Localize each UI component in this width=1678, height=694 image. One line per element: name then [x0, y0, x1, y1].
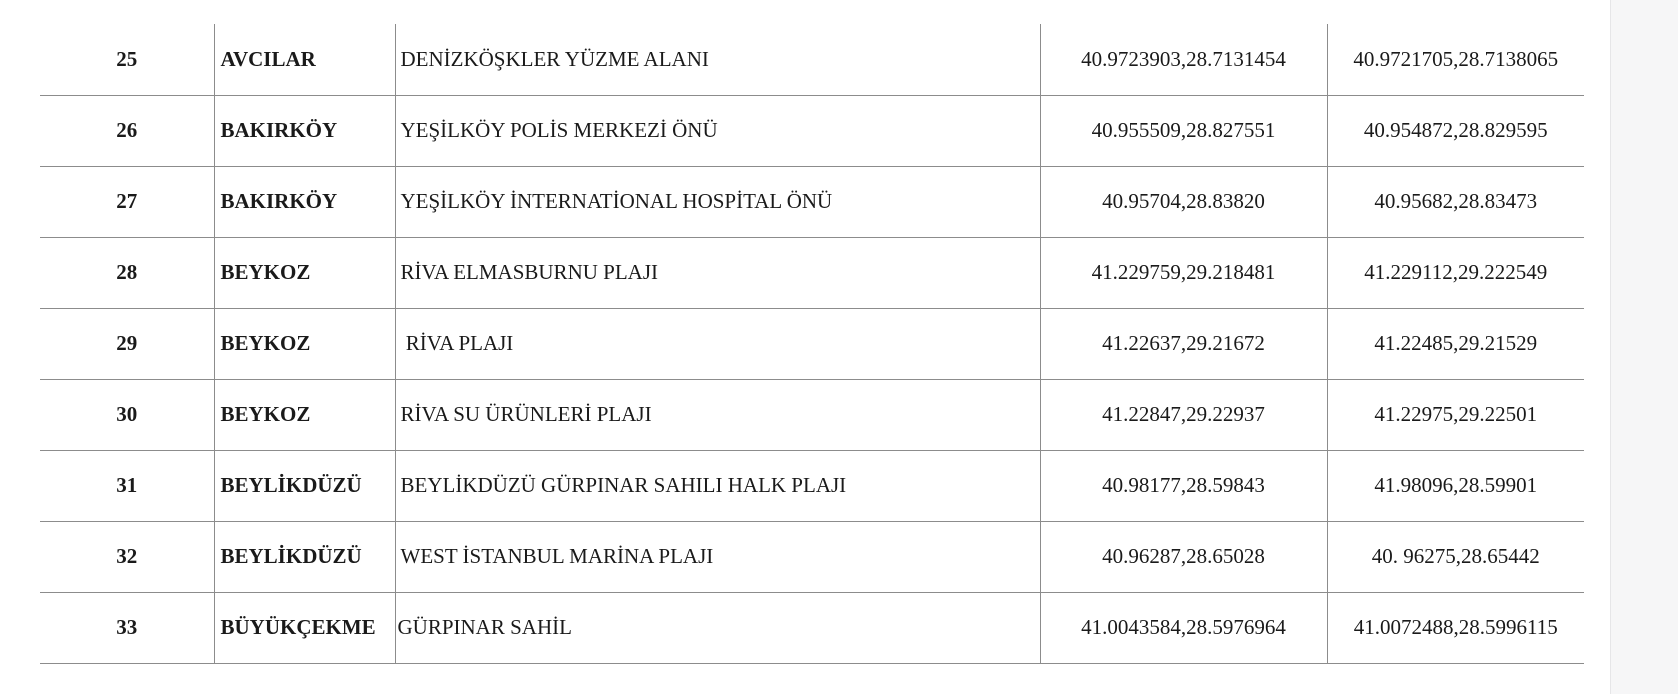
- district-name: BEYKOZ: [214, 379, 395, 450]
- row-number: 33: [40, 592, 214, 663]
- end-coordinate: 41.0072488,28.5996115: [1327, 592, 1584, 663]
- start-coordinate: 41.229759,29.218481: [1040, 237, 1327, 308]
- beach-name: RİVA ELMASBURNU PLAJI: [395, 237, 1040, 308]
- row-number: 27: [40, 166, 214, 237]
- table-row: [40, 95, 1584, 166]
- end-coordinate: 40.954872,28.829595: [1327, 95, 1584, 166]
- page-margin: [1610, 0, 1678, 694]
- end-coordinate: 40. 96275,28.65442: [1327, 521, 1584, 592]
- start-coordinate: 40.9723903,28.7131454: [1040, 24, 1327, 95]
- start-coordinate: 41.22637,29.21672: [1040, 308, 1327, 379]
- table-row: [40, 592, 1584, 663]
- beach-name: WEST İSTANBUL MARİNA PLAJI: [395, 521, 1040, 592]
- district-name: BAKIRKÖY: [214, 166, 395, 237]
- beach-name: YEŞİLKÖY POLİS MERKEZİ ÖNÜ: [395, 95, 1040, 166]
- start-coordinate: 40.95704,28.83820: [1040, 166, 1327, 237]
- start-coordinate: 41.0043584,28.5976964: [1040, 592, 1327, 663]
- district-name: BAKIRKÖY: [214, 95, 395, 166]
- end-coordinate: 41.22485,29.21529: [1327, 308, 1584, 379]
- district-name: BÜYÜKÇEKME: [214, 592, 395, 663]
- row-number: 25: [40, 24, 214, 95]
- table-row: [40, 166, 1584, 237]
- end-coordinate: 41.98096,28.59901: [1327, 450, 1584, 521]
- table-body: [40, 24, 1584, 663]
- start-coordinate: 41.22847,29.22937: [1040, 379, 1327, 450]
- table-row: [40, 24, 1584, 95]
- district-name: BEYLİKDÜZÜ: [214, 521, 395, 592]
- district-name: BEYKOZ: [214, 308, 395, 379]
- table-row: [40, 521, 1584, 592]
- start-coordinate: 40.98177,28.59843: [1040, 450, 1327, 521]
- beach-name: DENİZKÖŞKLER YÜZME ALANI: [395, 24, 1040, 95]
- beach-name: YEŞİLKÖY İNTERNATİONAL HOSPİTAL ÖNÜ: [395, 166, 1040, 237]
- beach-coordinates-table: [40, 24, 1584, 664]
- end-coordinate: 41.22975,29.22501: [1327, 379, 1584, 450]
- table-row: [40, 450, 1584, 521]
- start-coordinate: 40.96287,28.65028: [1040, 521, 1327, 592]
- beach-name: BEYLİKDÜZÜ GÜRPINAR SAHILI HALK PLAJI: [395, 450, 1040, 521]
- row-number: 26: [40, 95, 214, 166]
- start-coordinate: 40.955509,28.827551: [1040, 95, 1327, 166]
- end-coordinate: 41.229112,29.222549: [1327, 237, 1584, 308]
- table-row: [40, 237, 1584, 308]
- row-number: 30: [40, 379, 214, 450]
- end-coordinate: 40.9721705,28.7138065: [1327, 24, 1584, 95]
- row-number: 29: [40, 308, 214, 379]
- table-row: [40, 379, 1584, 450]
- row-number: 28: [40, 237, 214, 308]
- beach-name: RİVA SU ÜRÜNLERİ PLAJI: [395, 379, 1040, 450]
- table-row: [40, 308, 1584, 379]
- beach-name: GÜRPINAR SAHİL: [395, 592, 1040, 663]
- row-number: 31: [40, 450, 214, 521]
- district-name: BEYLİKDÜZÜ: [214, 450, 395, 521]
- district-name: AVCILAR: [214, 24, 395, 95]
- beach-name: RİVA PLAJI: [395, 308, 1040, 379]
- district-name: BEYKOZ: [214, 237, 395, 308]
- end-coordinate: 40.95682,28.83473: [1327, 166, 1584, 237]
- row-number: 32: [40, 521, 214, 592]
